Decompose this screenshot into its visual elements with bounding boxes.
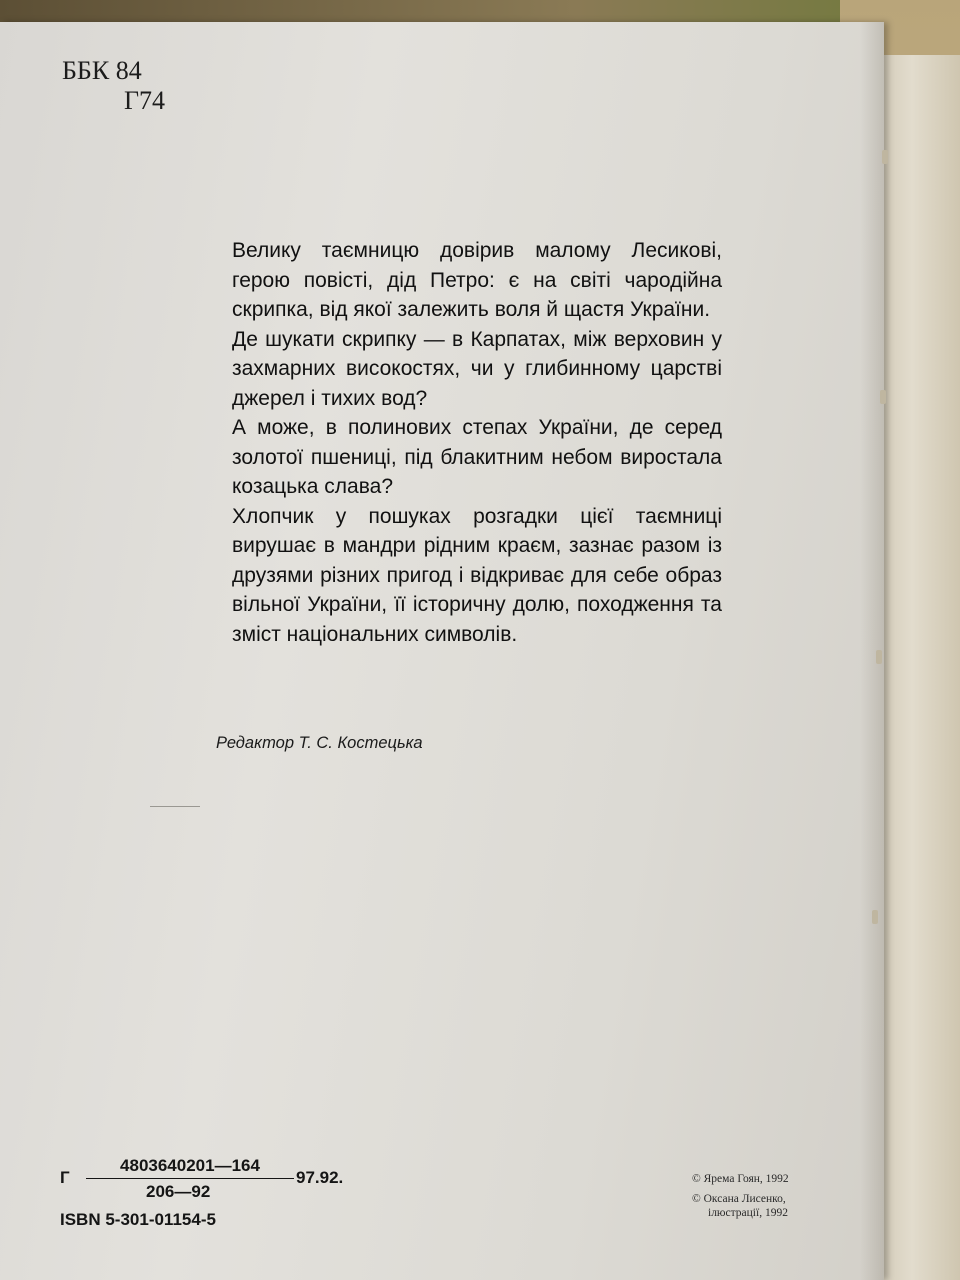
editor-credit: Редактор Т. С. Костецька (216, 734, 423, 752)
copyright-author: © Ярема Гоян, 1992 (692, 1173, 789, 1185)
page-edge-notch (880, 390, 886, 404)
author-mark: Г74 (124, 86, 166, 115)
bbk-code: ББК 84 (62, 56, 142, 85)
book-page (0, 22, 884, 1280)
publication-code-numerator: 4803640201—164 (86, 1156, 294, 1179)
isbn: ISBN 5-301-01154-5 (60, 1210, 216, 1229)
annotation-paragraph: Хлопчик у пошуках розгадки цієї таємниці вирушає в мандри рідним краєм, зазнає разом із друзями різних пригод і відкриває для себе образ вільної України, її історичну долю, походження та зміст національних символів. (232, 504, 722, 646)
page-edge-notch (876, 650, 882, 664)
annotation-paragraph: Де шукати скрипку — в Карпатах, між верховин у захмарних високостях, чи у глибинному царстві джерел і тихих вод? (232, 327, 722, 410)
publication-code-letter: Г (60, 1168, 70, 1187)
page-edge-notch (872, 910, 878, 924)
publication-code-suffix: 97.92. (296, 1168, 344, 1187)
annotation-paragraph: А може, в полинових степах України, де серед золотої пшениці, під блакитним небом виростала козацька слава? (232, 416, 722, 498)
copyright-illustrator: © Оксана Лисенко, (692, 1193, 786, 1205)
book-annotation (232, 236, 722, 649)
faint-rule (150, 806, 200, 807)
library-classification (62, 56, 165, 116)
annotation-paragraph: Велику таємницю довірив малому Лесикові, герою повісті, дід Петро: є на світі чародійна скрипка, від якої залежить воля й щастя України. (232, 239, 722, 321)
page-edge-notch (882, 150, 888, 164)
copyright-illustrator-detail: ілюстрації, 1992 (708, 1207, 788, 1219)
publication-code-fraction (86, 1156, 294, 1202)
copyright-notices (692, 1172, 789, 1220)
next-page-edge (880, 55, 960, 1280)
publication-code-denominator: 206—92 (146, 1182, 211, 1201)
